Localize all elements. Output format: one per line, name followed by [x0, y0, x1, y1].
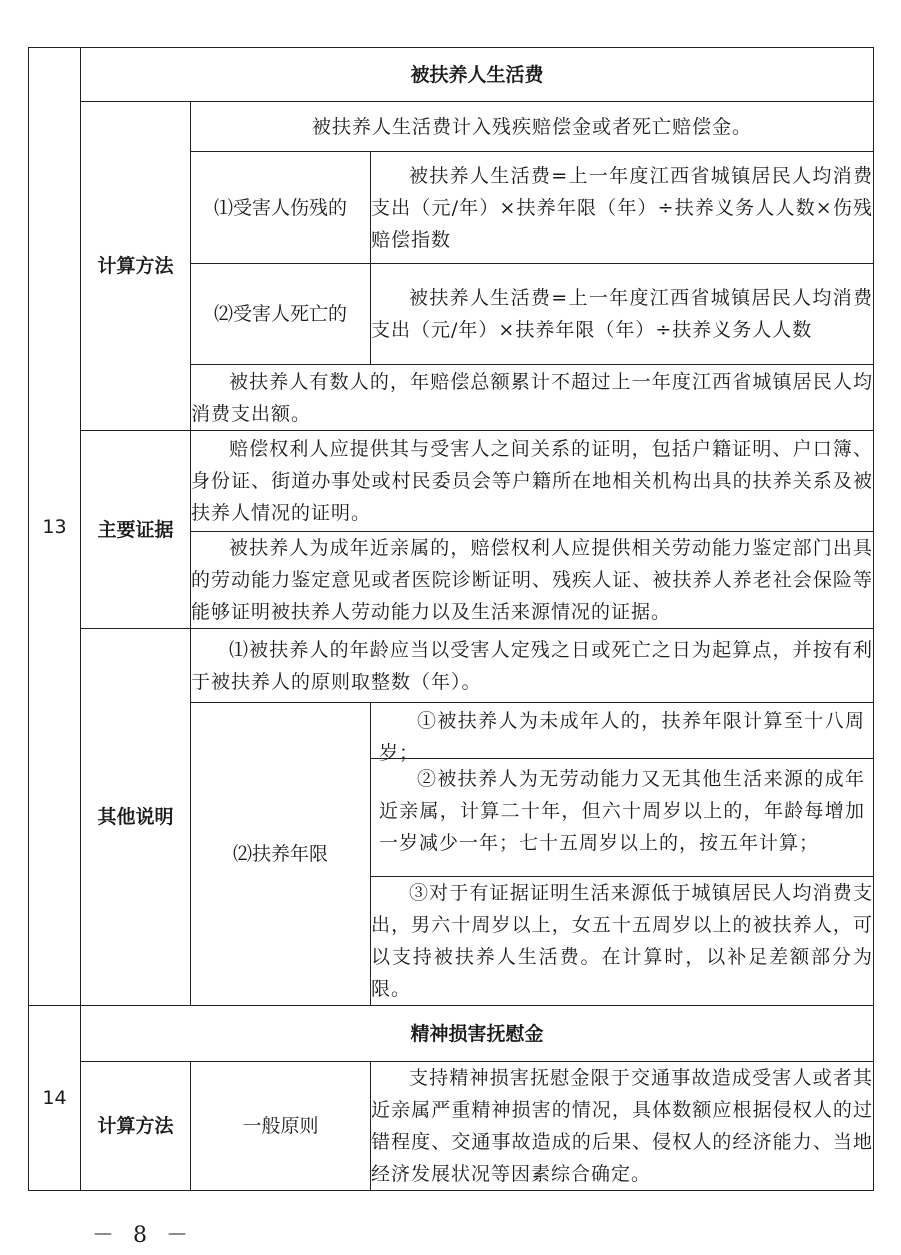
calc-method-label-14: 计算方法 [81, 1062, 191, 1191]
case-death-formula: 被扶养人生活费=上一年度江西省城镇居民人均消费支出（元/年）×扶养年限（年）÷扶养义务人人数 [371, 264, 874, 365]
general-principle-text: 支持精神损害抚慰金限于交通事故造成受害人或者其近亲属严重精神损害的情况，具体数额应根据侵权人的过错程度、交通事故造成的后果、侵权人的经济能力、当地经济发展状况等因素综合确定。 [371, 1062, 874, 1191]
other-p1: ⑴被扶养人的年龄应当以受害人定残之日或死亡之日为起算点，并按有利于被扶养人的原则取整数（年）。 [191, 629, 874, 703]
evidence-p2: 被扶养人为成年近亲属的，赔偿权利人应提供相关劳动能力鉴定部门出具的劳动能力鉴定意见或者医院诊断证明、残疾人证、被扶养人养老社会保险等能够证明被扶养人劳动能力以及生活来源情况的证据。 [191, 532, 874, 629]
case-death-label: ⑵受害人死亡的 [191, 264, 371, 365]
page-number: － 8 － [92, 1223, 194, 1248]
item-title-14: 精神损害抚慰金 [81, 1006, 874, 1062]
compensation-table [28, 47, 874, 1191]
support-years-label: ⑵扶养年限 [191, 703, 371, 1006]
years-rule-1: ①被扶养人为未成年人的，扶养年限计算至十八周岁； [371, 703, 873, 759]
item-number-13: 13 [29, 48, 81, 1006]
years-rule-3: ③对于有证据证明生活来源低于城镇居民人均消费支出，男六十周岁以上，女五十五周岁以上的被扶养人，可以支持被扶养人生活费。在计算时，以补足差额部分为限。 [371, 877, 874, 1006]
item-number-14: 14 [29, 1006, 81, 1191]
evidence-label: 主要证据 [81, 431, 191, 629]
other-notes-label: 其他说明 [81, 629, 191, 1006]
calc-intro: 被扶养人生活费计入残疾赔偿金或者死亡赔偿金。 [191, 102, 874, 152]
calc-method-label: 计算方法 [81, 102, 191, 431]
evidence-p1: 赔偿权利人应提供其与受害人之间关系的证明，包括户籍证明、户口簿、身份证、街道办事处或村民委员会等户籍所在地相关机构出具的扶养关系及被扶养人情况的证明。 [191, 431, 874, 532]
item-title-13: 被扶养人生活费 [81, 48, 874, 102]
general-principle-label: 一般原则 [191, 1062, 371, 1191]
years-rule-2: ②被扶养人为无劳动能力又无其他生活来源的成年近亲属，计算二十年，但六十周岁以上的，年龄每增加一岁减少一年；七十五周岁以上的，按五年计算； [379, 768, 865, 854]
calc-note: 被扶养人有数人的，年赔偿总额累计不超过上一年度江西省城镇居民人均消费支出额。 [191, 365, 874, 431]
case-injury-formula: 被扶养人生活费=上一年度江西省城镇居民人均消费支出（元/年）×扶养年限（年）÷扶养义务人人数×伤残赔偿指数 [371, 152, 874, 264]
case-injury-label: ⑴受害人伤残的 [191, 152, 371, 264]
